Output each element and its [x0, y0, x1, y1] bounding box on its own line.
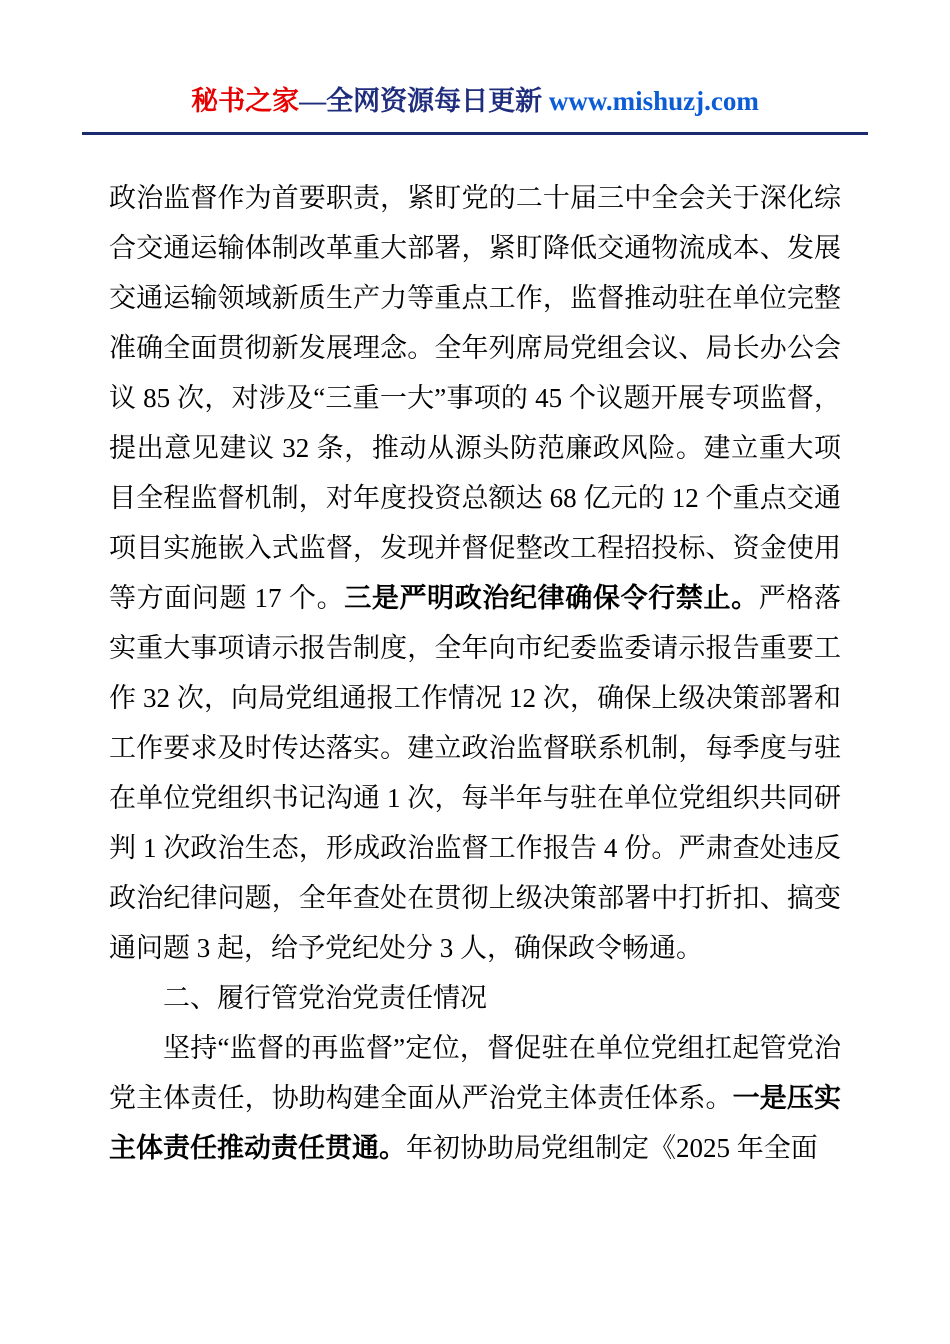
site-header	[82, 0, 868, 132]
text-run: 年初协助局党组制定《2025 年全面	[406, 1133, 818, 1163]
text-run: 严格落实重大事项请示报告制度，全年向市纪委监委请示报告重要工作 32 次，向局党组通报工作情况 12 次，确保上级决策部署和工作要求及时传达落实。建立政治监督联系机制，每季度与驻在单位党组织书记沟通 1 次，每半年与驻在单位党组织共同研判 1 次政治生态，形成政治监督工作报告 4 份。严肃查处违反政治纪律问题，全年查处在贯彻上级决策部署中打折扣、搞变通问题 3 起，给予党纪处分 3 人，确保政令畅通。	[109, 583, 842, 963]
brand-name: 秘书之家	[191, 86, 300, 116]
site-url-link[interactable]: www.mishuzj.com	[548, 86, 759, 116]
bold-text-run: 三是严明政治纪律确保令行禁止。	[344, 583, 759, 613]
header-tagline: —全网资源每日更新	[299, 86, 549, 116]
document-body	[109, 173, 841, 1173]
text-run: 二、履行管党治党责任情况	[163, 983, 487, 1013]
header-divider	[82, 132, 868, 135]
paragraph	[109, 173, 841, 973]
text-run: 政治监督作为首要职责，紧盯党的二十届三中全会关于深化综合交通运输体制改革重大部署，紧盯降低交通物流成本、发展交通运输领域新质生产力等重点工作，监督推动驻在单位完整准确全面贯彻新发展理念。全年列席局党组会议、局长办公会议 85 次，对涉及“三重一大”事项的 45 个议题开展专项监督，提出意见建议 32 条，推动从源头防范廉政风险。建立重大项目全程监督机制，对年度投资总额达 68 亿元的 12 个重点交通项目实施嵌入式监督，发现并督促整改工程招投标、资金使用等方面问题 17 个。	[109, 183, 841, 613]
text-run: 坚持“监督的再监督”定位，督促驻在单位党组扛起管党治党主体责任，协助构建全面从严治党主体责任体系。	[109, 1033, 841, 1113]
bold-text-run: 一是压实主体责任推动责任贯通。	[109, 1083, 842, 1163]
section-heading	[109, 973, 841, 1023]
paragraph	[109, 1023, 841, 1173]
